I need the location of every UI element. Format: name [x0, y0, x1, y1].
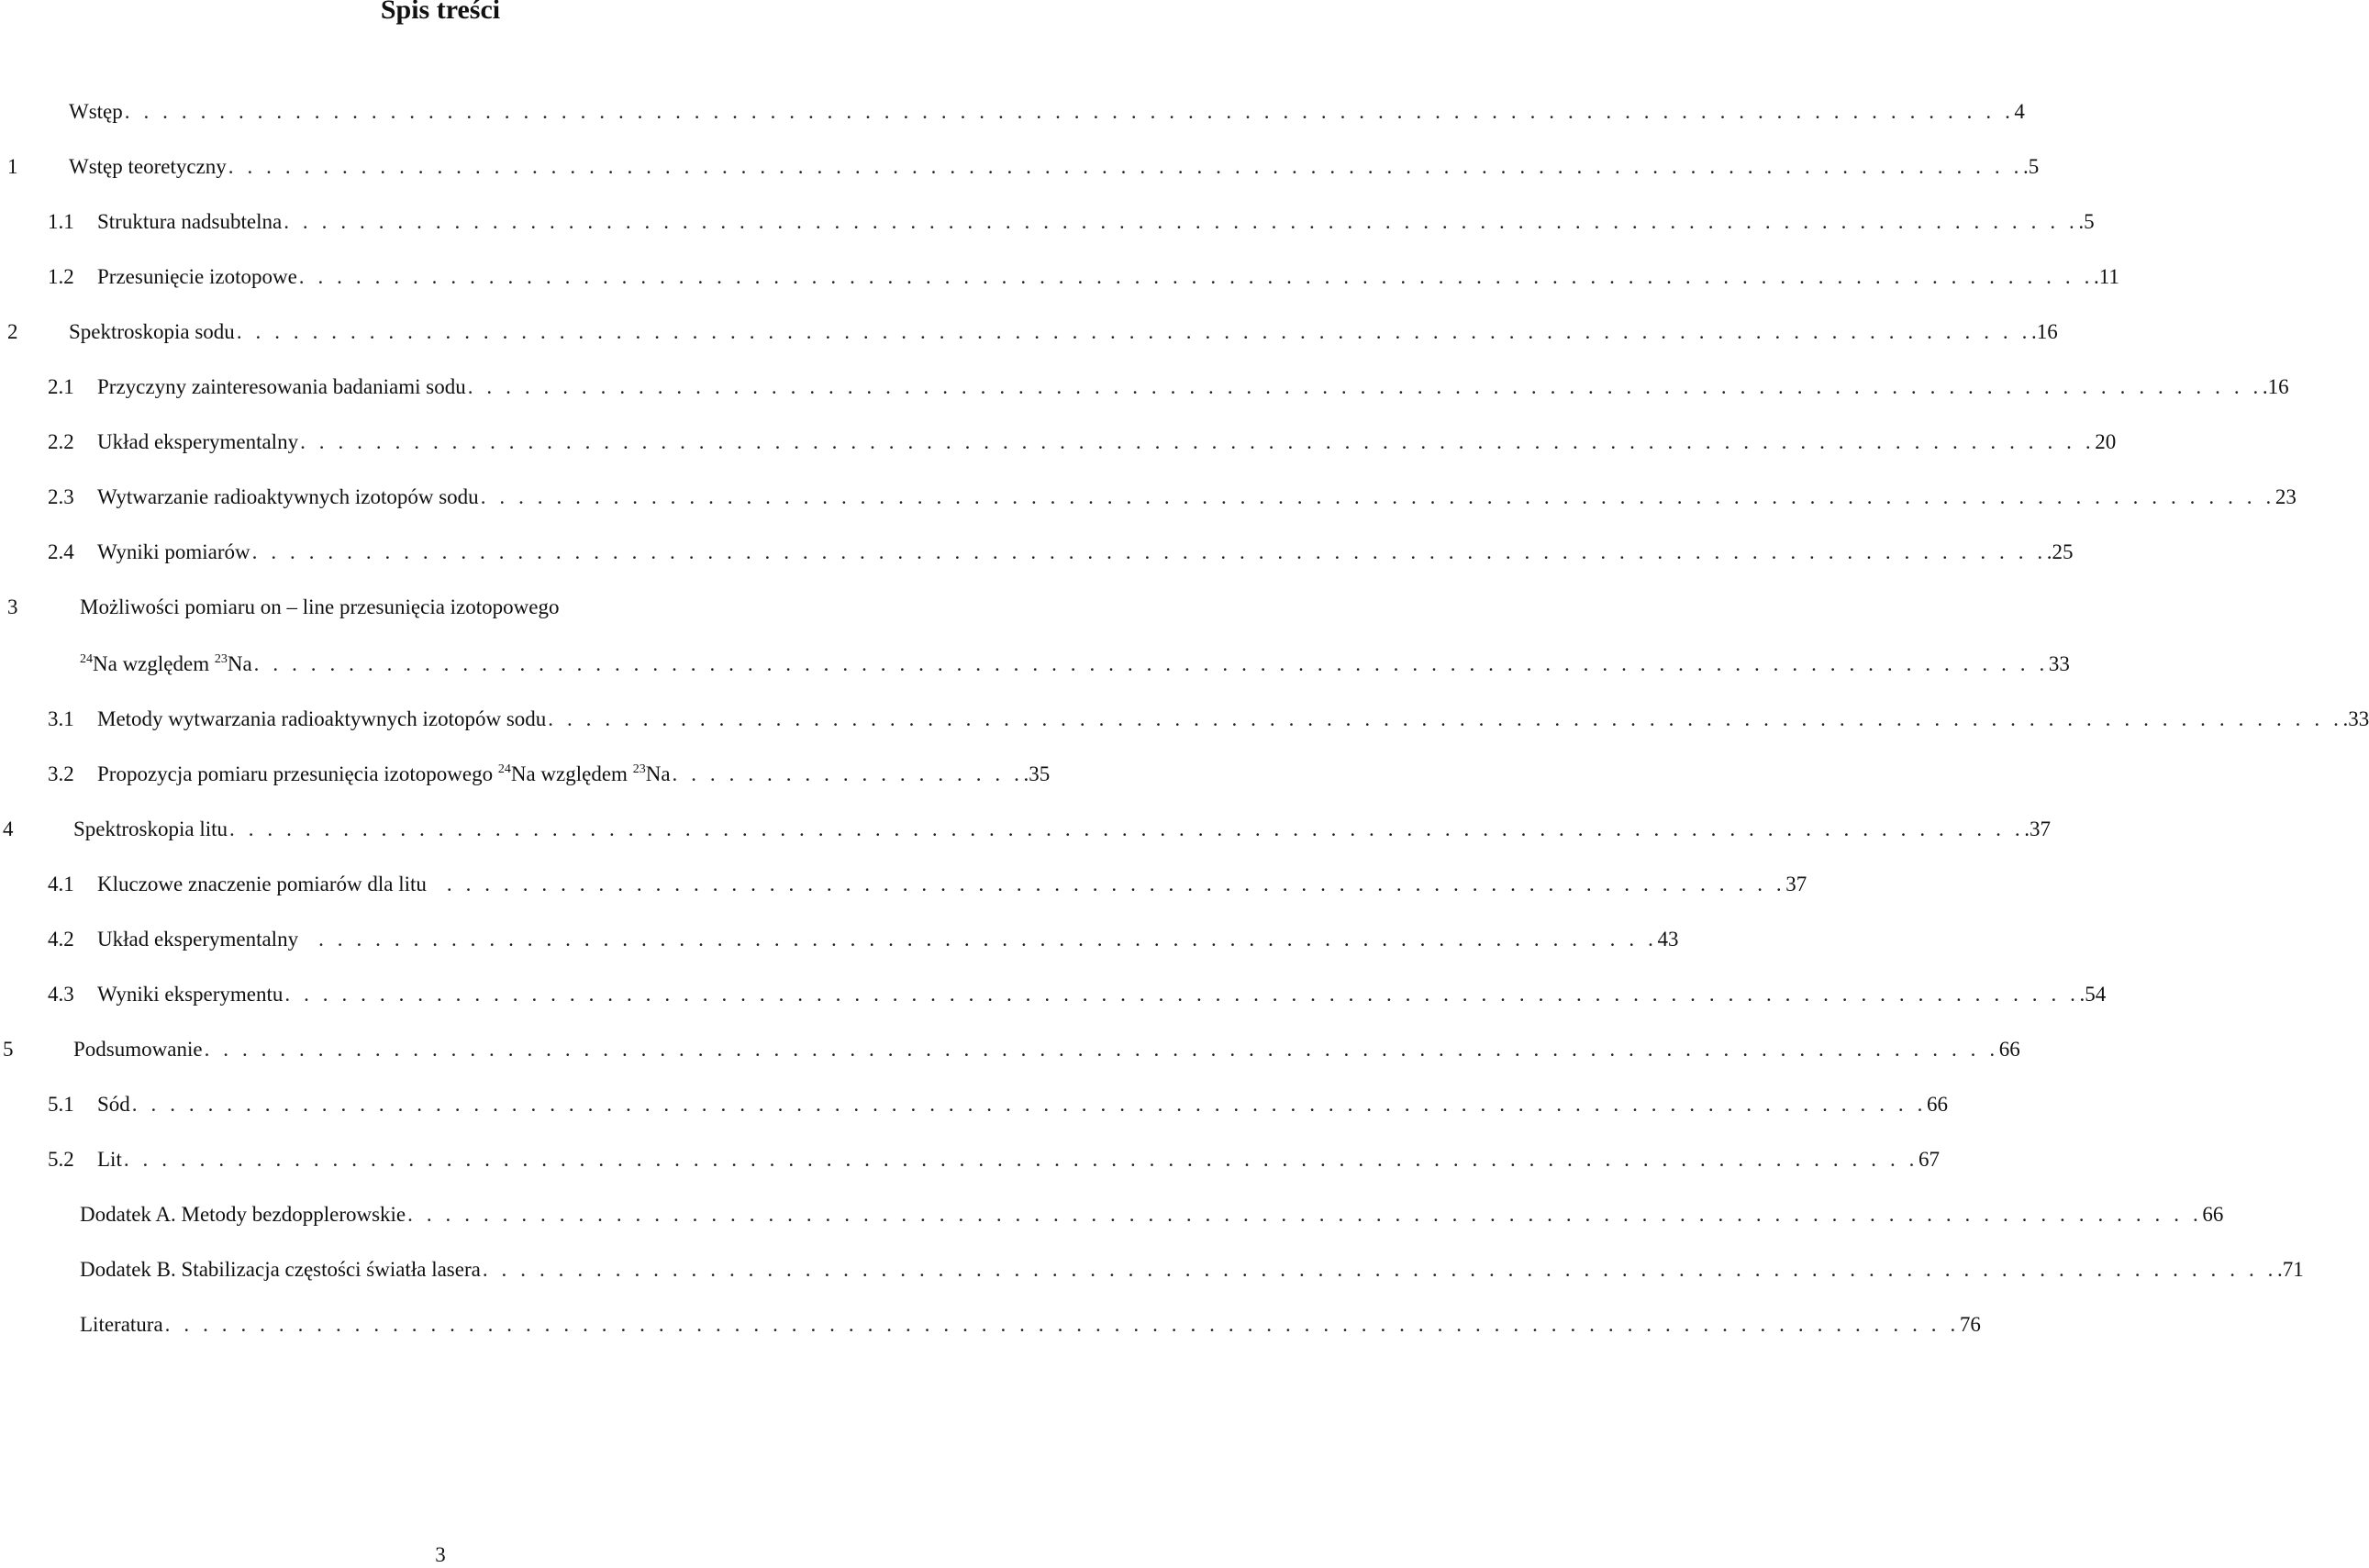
- toc-leader: . . . . . . . . . . . . . . . . . . . . . . . . . . . . . . . . . . . . . . . . . . . . . . . . . . . . . . . . . . . . . . . . . . . . . . .: [318, 928, 1658, 951]
- toc-leader: . . . . . . . . . . . . . . . . . . . . . . . . . . . . . . . . . . . . . . . . . . . . . . . . . . . . . . . . . . . . . . . . . . . . . . . . . . . . . . . . . . . . . . . . . . . . . . .: [480, 485, 2275, 508]
- toc-number: 4.1: [48, 873, 74, 895]
- toc-entry-4-3[interactable]: [97, 981, 2107, 1008]
- toc-number: 4.3: [48, 983, 74, 1006]
- toc-label: Podsumowanie: [73, 1038, 203, 1061]
- toc-number: 3.1: [48, 707, 74, 730]
- toc-page: 4: [2014, 100, 2025, 123]
- toc-label: Lit: [97, 1148, 122, 1171]
- toc-page: .5: [2022, 155, 2040, 178]
- toc-leader: . . . . . . . . . . . . . . . . . . . . . . . . . . . . . . . . . . . . . . . . . . . . . . . . . . . . . . . . . . . . . . . . . . . . . . . . . . . . . . . . . . . . . . . . . . . . . . .: [164, 1313, 1960, 1336]
- toc-number: 2.2: [48, 430, 74, 453]
- toc-page: 20: [2095, 430, 2117, 453]
- toc-entry-2-2[interactable]: [97, 428, 2117, 456]
- toc-entry-2-3[interactable]: [97, 484, 2297, 511]
- toc-number: 2.1: [48, 375, 74, 398]
- toc-leader: . . . . . . . . . . . . . . . . . . . . . . . . . . . . . . . . . . . . . . . . . . . . . . . . . . . . . . . . . . . . . . . . . . . . . . . . . . . . . . . . . . . . . . . . . . . . . . .: [251, 540, 2047, 563]
- toc-page: .16: [2262, 375, 2289, 398]
- toc-leader: . . . . . . . . . . . . . . . . . . . . . . . . . . . . . . . . . . . . . . . . . . . . . . . . . . . . . . . . . . . . . . . . . . . . . . . . . . . . . . . . . . . . . . . . . . . . . . .: [253, 652, 2049, 675]
- toc-number: 4: [3, 817, 14, 840]
- toc-label: Wstęp: [69, 100, 123, 123]
- toc-label: Spektroskopia sodu: [69, 320, 235, 343]
- toc-number: 3: [7, 595, 18, 618]
- toc-page: 23: [2274, 485, 2297, 508]
- toc-page: .37: [2024, 817, 2051, 840]
- toc-leader: . . . . . . . . . . . . . . . . . . . . . . . . . . . . . . . . . . . . . . . . . . . . . . . . . . . . . . . . . . . . . . . . . . . . . . . . . . . . . . . . . . . . . . . . . . . . . . .: [407, 1203, 2203, 1226]
- toc-label-part: Na względem: [93, 652, 215, 675]
- toc-number: 5.1: [48, 1093, 74, 1116]
- toc-entry-5-2[interactable]: [97, 1146, 1940, 1173]
- toc-entry-bibliography[interactable]: [80, 1311, 1981, 1339]
- toc-number: 4.2: [48, 928, 74, 951]
- toc-page: .71: [2277, 1258, 2304, 1281]
- toc-label: Przyczyny zainteresowania badaniami sodu: [97, 375, 466, 398]
- toc-label: Wytwarzanie radioaktywnych izotopów sodu: [97, 485, 479, 508]
- toc-page: .11: [2093, 265, 2119, 288]
- toc-label-isotopes: [80, 651, 252, 678]
- isotope-mass-number: 24: [497, 762, 511, 776]
- toc-label-part: Na: [645, 762, 671, 785]
- toc-number: 2.4: [48, 540, 74, 563]
- isotope-mass-number: 23: [632, 762, 646, 776]
- toc-label-part: Na: [227, 652, 252, 675]
- toc-page: .16: [2030, 320, 2058, 343]
- toc-label: Spektroskopia litu: [73, 817, 228, 840]
- toc-entry-3-line1[interactable]: [80, 594, 559, 621]
- toc-entry-4[interactable]: [73, 816, 2051, 843]
- toc-entry-1-2[interactable]: [97, 263, 2119, 291]
- toc-page: 76: [1959, 1313, 1981, 1336]
- toc-number: 3.2: [48, 762, 74, 785]
- toc-entry-appendix-b[interactable]: [80, 1256, 2304, 1284]
- toc-entry-appendix-a[interactable]: [80, 1201, 2224, 1229]
- isotope-mass-number: 23: [214, 652, 228, 666]
- toc-page: .5: [2078, 210, 2095, 233]
- toc-page: 66: [2202, 1203, 2224, 1226]
- toc-entry-1-1[interactable]: [97, 208, 2095, 236]
- toc-entry-5[interactable]: [73, 1036, 2020, 1063]
- toc-entry-wstep[interactable]: [69, 98, 2025, 126]
- toc-entry-4-1[interactable]: [97, 871, 1807, 898]
- toc-label: Sód: [97, 1093, 130, 1116]
- toc-page: 33: [2048, 652, 2070, 675]
- toc-label: Możliwości pomiaru on – line przesunięcia izotopowego: [80, 595, 560, 618]
- toc-page: 43: [1657, 928, 1679, 951]
- toc-entry-5-1[interactable]: [97, 1091, 1948, 1118]
- toc-label: Wstęp teoretyczny: [69, 155, 227, 178]
- toc-entry-3-1[interactable]: [97, 706, 2369, 733]
- page-title: Spis treści: [380, 0, 501, 25]
- toc-label: Wyniki pomiarów: [97, 540, 250, 563]
- toc-leader: . . . . . . . . . . . . . . . . . . . . . . . . . . . . . . . . . . . . . . . . . . . . . . . . . . . . . . . . . . . . . . . . . . . . . . . . . . . . . . . . . . . . . . . . . . . . . . .: [300, 430, 2096, 453]
- toc-leader: . . . . . . . . . . . . . . . . . . . . . . . . . . . . . . . . . . . . . . . . . . . . . . . . . . . . . . . . . . . . . . . . . . . . . . . . . . . . . . . . . . . . . . . . . . . . . . . . . . . .: [124, 100, 2015, 123]
- toc-page: .25: [2046, 540, 2074, 563]
- toc-leader: . . . . . . . . . . . . . . . . . . .: [672, 762, 1024, 785]
- toc-label: Kluczowe znaczenie pomiarów dla litu: [97, 873, 427, 895]
- toc-entry-2-1[interactable]: [97, 373, 2289, 401]
- toc-label-isotopes: [97, 761, 671, 788]
- toc-number: 5: [3, 1038, 14, 1061]
- toc-number: 2.3: [48, 485, 74, 508]
- toc-label: Układ eksperymentalny: [97, 430, 299, 453]
- toc-label-part: Na względem: [510, 762, 633, 785]
- toc-page: 66: [1926, 1093, 1948, 1116]
- toc-page: .54: [2079, 983, 2107, 1006]
- toc-leader: . . . . . . . . . . . . . . . . . . . . . . . . . . . . . . . . . . . . . . . . . . . . . . . . . . . . . . . . . . . . . . . . . . . . . . . . . . . . . . . . . . . . . . . . . . . . . . .: [228, 155, 2023, 178]
- toc-entry-2-4[interactable]: [97, 539, 2074, 566]
- toc-number: 1.1: [48, 210, 74, 233]
- toc-entry-4-2[interactable]: [97, 926, 1679, 953]
- toc-page: .35: [1023, 762, 1051, 785]
- toc-entry-3-2[interactable]: [97, 761, 1051, 788]
- toc-label: Przesunięcie izotopowe: [97, 265, 297, 288]
- toc-label: Dodatek A. Metody bezdopplerowskie: [80, 1203, 406, 1226]
- toc-entry-3-line2[interactable]: [80, 651, 2070, 678]
- toc-leader: . . . . . . . . . . . . . . . . . . . . . . . . . . . . . . . . . . . . . . . . . . . . . . . . . . . . . . . . . . . . . . . . . . . . . . . . . . . . . . . . . . . . . . . . . . . . . . .: [284, 983, 2080, 1006]
- toc-entry-1[interactable]: [69, 153, 2040, 181]
- toc-leader: . . . . . . . . . . . . . . . . . . . . . . . . . . . . . . . . . . . . . . . . . . . . . . . . . . . . . . . . . . . . . . . . . . . . . . .: [446, 873, 1786, 895]
- toc-leader: . . . . . . . . . . . . . . . . . . . . . . . . . . . . . . . . . . . . . . . . . . . . . . . . . . . . . . . . . . . . . . . . . . . . . . . . . . . . . . . . . . . . . . . . . . . . . . .: [131, 1093, 1927, 1116]
- toc-number: 2: [7, 320, 18, 343]
- toc-label: Struktura nadsubtelna: [97, 210, 283, 233]
- toc-leader: . . . . . . . . . . . . . . . . . . . . . . . . . . . . . . . . . . . . . . . . . . . . . . . . . . . . . . . . . . . . . . . . . . . . . . . . . . . . . . . . . . . . . . . . . . . . . . .: [482, 1258, 2277, 1281]
- toc-leader: . . . . . . . . . . . . . . . . . . . . . . . . . . . . . . . . . . . . . . . . . . . . . . . . . . . . . . . . . . . . . . . . . . . . . . . . . . . . . . . . . . . . . . . . . . . . . . .: [236, 320, 2031, 343]
- toc-leader: . . . . . . . . . . . . . . . . . . . . . . . . . . . . . . . . . . . . . . . . . . . . . . . . . . . . . . . . . . . . . . . . . . . . . . . . . . . . . . . . . . . . . . . . . . . . . . .: [204, 1038, 1999, 1061]
- toc-entry-2[interactable]: [69, 318, 2058, 346]
- toc-label-part: Propozycja pomiaru przesunięcia izotopowego: [97, 762, 498, 785]
- toc-label: Dodatek B. Stabilizacja częstości światła lasera: [80, 1258, 481, 1281]
- toc-label: Literatura: [80, 1313, 163, 1336]
- toc-number: 1.2: [48, 265, 74, 288]
- toc-label: Wyniki eksperymentu: [97, 983, 284, 1006]
- isotope-mass-number: 24: [80, 652, 93, 666]
- toc-leader: . . . . . . . . . . . . . . . . . . . . . . . . . . . . . . . . . . . . . . . . . . . . . . . . . . . . . . . . . . . . . . . . . . . . . . . . . . . . . . . . . . . . . . . . . . . . . . .: [284, 210, 2079, 233]
- toc-leader: . . . . . . . . . . . . . . . . . . . . . . . . . . . . . . . . . . . . . . . . . . . . . . . . . . . . . . . . . . . . . . . . . . . . . . . . . . . . . . . . . . . . . . . . . . . . . . .: [229, 817, 2025, 840]
- toc-label: Metody wytwarzania radioaktywnych izotopów sodu: [97, 707, 547, 730]
- toc-leader: . . . . . . . . . . . . . . . . . . . . . . . . . . . . . . . . . . . . . . . . . . . . . . . . . . . . . . . . . . . . . . . . . . . . . . . . . . . . . . . . . . . . . . . . . . . . . . .: [548, 707, 2343, 730]
- toc-page: 67: [1919, 1148, 1940, 1171]
- toc-page: 66: [1998, 1038, 2020, 1061]
- page-number: 3: [435, 1543, 446, 1566]
- toc-number: 5.2: [48, 1148, 74, 1171]
- toc-label: Układ eksperymentalny: [97, 928, 299, 951]
- toc-number: 1: [7, 155, 18, 178]
- toc-leader: . . . . . . . . . . . . . . . . . . . . . . . . . . . . . . . . . . . . . . . . . . . . . . . . . . . . . . . . . . . . . . . . . . . . . . . . . . . . . . . . . . . . . . . . . . . . . . .: [298, 265, 2094, 288]
- toc-page: .33: [2342, 707, 2369, 730]
- toc-leader: . . . . . . . . . . . . . . . . . . . . . . . . . . . . . . . . . . . . . . . . . . . . . . . . . . . . . . . . . . . . . . . . . . . . . . . . . . . . . . . . . . . . . . . . . . . . . . .: [123, 1148, 1919, 1171]
- toc-leader: . . . . . . . . . . . . . . . . . . . . . . . . . . . . . . . . . . . . . . . . . . . . . . . . . . . . . . . . . . . . . . . . . . . . . . . . . . . . . . . . . . . . . . . . . . . . . . .: [467, 375, 2263, 398]
- toc-page: 37: [1785, 873, 1807, 895]
